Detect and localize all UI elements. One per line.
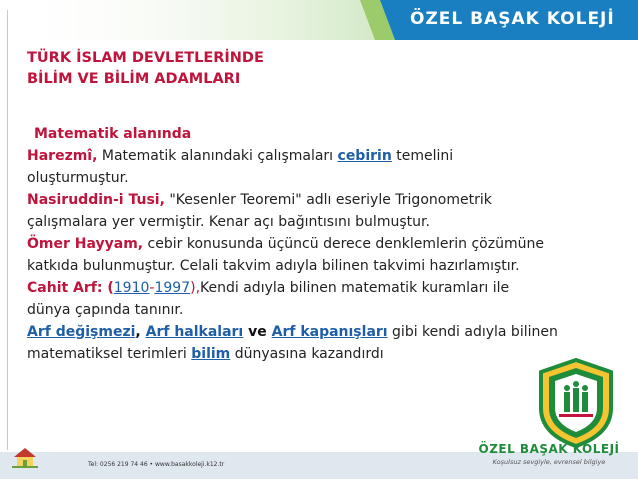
text-span: , (135, 324, 146, 340)
scientist-name-harezmi: Harezmî, (27, 148, 98, 164)
text-span: gibi kendi adıyla bilinen (387, 324, 558, 340)
text-span: ), (190, 280, 201, 296)
link-arf-halkalari[interactable]: Arf halkaları (145, 324, 244, 340)
text-line (27, 189, 627, 211)
text-line (27, 321, 627, 343)
scientist-name-arf: Cahit Arf: ( (27, 280, 114, 296)
title-line-2: BİLİM VE BİLİM ADAMLARI (27, 71, 241, 87)
brand-name: ÖZEL BAŞAK KOLEJİ (410, 9, 615, 29)
scientist-name-hayyam: Ömer Hayyam, (27, 236, 144, 252)
home-icon[interactable] (12, 446, 38, 468)
body-text (27, 145, 627, 365)
title-line-1: TÜRK İSLAM DEVLETLERİNDE (27, 50, 264, 66)
text-line (27, 145, 627, 167)
text-span: katkıda bulunmuştur. Celali takvim adıyla bilinen takvimi hazırlamıştır. (27, 258, 520, 274)
text-line (27, 277, 627, 299)
link-year-1997[interactable]: 1997 (154, 280, 191, 296)
text-span: çalışmalara yer vermiştir. Kenar açı bağıntısını bulmuştur. (27, 214, 430, 230)
link-cebirin[interactable]: cebirin (337, 148, 392, 164)
text-line (27, 211, 627, 233)
text-line (27, 255, 627, 277)
text-span: matematiksel terimleri (27, 346, 192, 362)
text-span: cebir konusunda üçüncü derece denklemlerin çözümüne (143, 236, 544, 252)
school-logo-icon (537, 358, 615, 448)
text-span: dünyasına kazandırdı (230, 346, 384, 362)
scientist-name-tusi: Nasiruddin-i Tusi, (27, 192, 165, 208)
logo-school-name: ÖZEL BAŞAK KOLEJİ (478, 442, 620, 456)
link-bilim[interactable]: bilim (191, 346, 231, 362)
text-span: Kendi adıyla bilinen matematik kuramları ile (200, 280, 510, 296)
text-span: oluşturmuştur. (27, 170, 129, 186)
frame-divider (7, 10, 8, 450)
link-arf-degismezi[interactable]: Arf değişmezi (27, 324, 136, 340)
text-span: temelini (391, 148, 454, 164)
text-line (27, 167, 627, 189)
link-year-1910[interactable]: 1910 (113, 280, 150, 296)
logo-slogan: Koşulsuz sevgiyle, evrensel bilgiye (492, 458, 606, 466)
page-title (27, 48, 587, 90)
text-span: Matematik alanındaki çalışmaları (97, 148, 338, 164)
text-span: "Kesenler Teoremi" adlı eseriyle Trigonometrik (164, 192, 492, 208)
text-line (27, 233, 627, 255)
text-span: - (149, 280, 155, 296)
text-span: ve (243, 324, 272, 340)
text-span: dünya çapında tanınır. (27, 302, 184, 318)
section-heading: Matematik alanında (34, 126, 192, 142)
footer-contact: Tel: 0256 219 74 46 • www.basakkoleji.k12.tr (88, 461, 225, 468)
link-arf-kapanislari[interactable]: Arf kapanışları (271, 324, 388, 340)
text-line (27, 299, 627, 321)
